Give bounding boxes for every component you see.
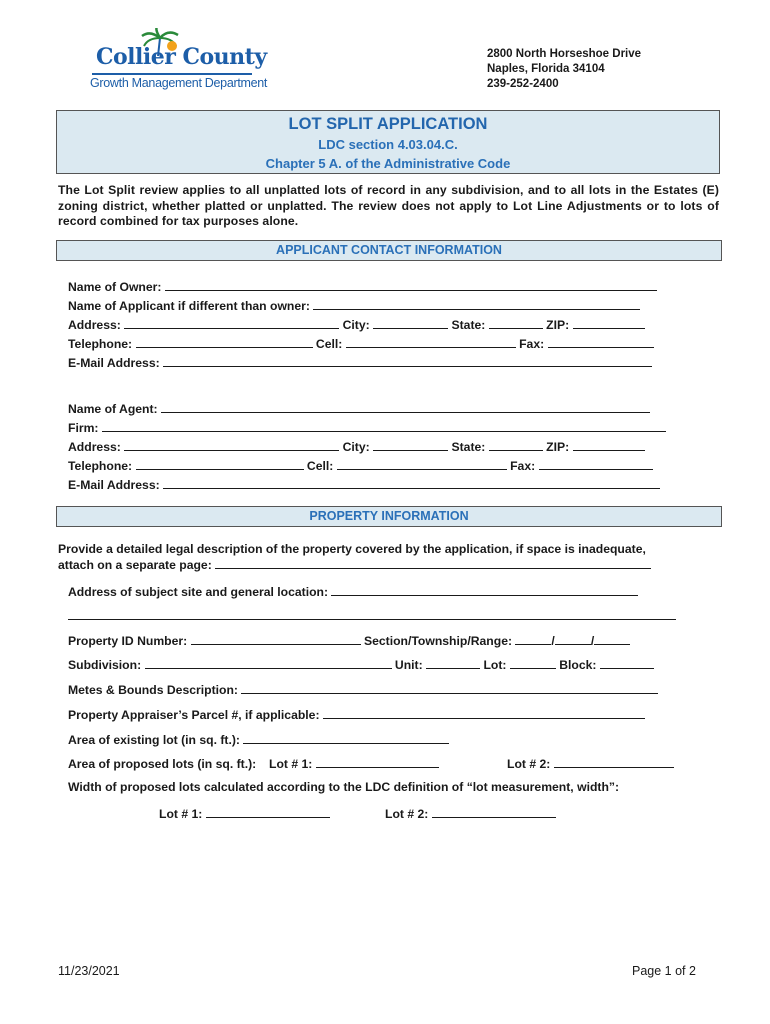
proposed-lot2-input[interactable]	[554, 755, 674, 768]
property-id-input[interactable]	[191, 632, 361, 645]
agent-fax-label: Fax:	[510, 459, 536, 473]
applicant-address-input[interactable]	[124, 316, 339, 329]
agent-phone-row	[68, 457, 653, 474]
agent-address-input[interactable]	[124, 438, 339, 451]
firm-label: Firm:	[68, 421, 99, 435]
block-label: Block:	[559, 658, 597, 672]
metes-label: Metes & Bounds Description:	[68, 683, 238, 697]
agent-telephone-label: Telephone:	[68, 459, 133, 473]
agent-fax-input[interactable]	[539, 457, 653, 470]
title-box	[56, 110, 720, 174]
applicant-city-input[interactable]	[373, 316, 448, 329]
page-title: LOT SPLIT APPLICATION	[288, 115, 488, 133]
range-input[interactable]	[594, 632, 630, 645]
width-lot2-input[interactable]	[432, 805, 556, 818]
lot-label: Lot:	[483, 658, 507, 672]
block-input[interactable]	[600, 656, 654, 669]
width-lot1-label: Lot # 1:	[159, 807, 203, 821]
applicant-zip-input[interactable]	[573, 316, 645, 329]
agent-cell-label: Cell:	[306, 459, 334, 473]
section-input[interactable]	[515, 632, 551, 645]
proposed-lot1-label: Lot # 1:	[269, 757, 313, 771]
firm-input[interactable]	[102, 419, 666, 432]
telephone-label: Telephone:	[68, 337, 133, 351]
width-lot2-group	[385, 805, 556, 822]
applicant-address-row	[68, 316, 645, 333]
agent-telephone-input[interactable]	[136, 457, 304, 470]
legal-description-input[interactable]	[215, 556, 651, 569]
address-line-1: 2800 North Horseshoe Drive	[487, 48, 642, 60]
applicant-input[interactable]	[313, 297, 640, 310]
owner-input[interactable]	[165, 278, 657, 291]
applicant-email-row	[68, 354, 652, 371]
parcel-input[interactable]	[323, 706, 645, 719]
owner-row	[68, 278, 657, 295]
metes-input[interactable]	[241, 681, 658, 694]
proposed-area-row	[68, 755, 439, 772]
width-lot1-group	[159, 805, 330, 822]
site-address-label: Address of subject site and general location:	[68, 585, 329, 599]
site-address-input-2[interactable]	[68, 607, 676, 620]
agent-state-input[interactable]	[489, 438, 543, 451]
parcel-row	[68, 706, 645, 723]
agent-city-input[interactable]	[373, 438, 448, 451]
applicant-phone-row	[68, 335, 654, 352]
property-id-label: Property ID Number:	[68, 634, 188, 648]
parcel-label: Property Appraiser’s Parcel #, if applicable:	[68, 708, 320, 722]
township-input[interactable]	[555, 632, 591, 645]
fax-label: Fax:	[519, 337, 545, 351]
legal-desc-line-1: Provide a detailed legal description of the property covered by the application, if space is inadequate,	[58, 542, 646, 556]
email-label: E-Mail Address:	[68, 356, 160, 370]
agent-email-label: E-Mail Address:	[68, 478, 160, 492]
metes-row	[68, 681, 658, 698]
logo-rule	[92, 73, 252, 75]
str-separator-2: /	[590, 634, 595, 648]
agent-city-label: City:	[342, 440, 370, 454]
agent-state-label: State:	[451, 440, 486, 454]
office-phone: 239-252-2400	[487, 78, 559, 90]
agent-label: Name of Agent:	[68, 402, 158, 416]
site-address-input[interactable]	[331, 583, 638, 596]
cell-label: Cell:	[315, 337, 343, 351]
subdivision-input[interactable]	[145, 656, 392, 669]
site-address-row-2	[68, 607, 676, 624]
proposed-area-label: Area of proposed lots (in sq. ft.):	[68, 757, 257, 771]
collier-county-logo	[88, 28, 268, 94]
property-section-heading: PROPERTY INFORMATION	[56, 506, 722, 527]
existing-area-label: Area of existing lot (in sq. ft.):	[68, 733, 240, 747]
agent-zip-label: ZIP:	[546, 440, 570, 454]
agent-input[interactable]	[161, 400, 650, 413]
agent-address-label: Address:	[68, 440, 121, 454]
proposed-lot2-label: Lot # 2:	[507, 757, 551, 771]
proposed-lot1-input[interactable]	[316, 755, 439, 768]
state-label: State:	[451, 318, 486, 332]
str-label: Section/Township/Range:	[363, 634, 513, 648]
zip-label: ZIP:	[546, 318, 570, 332]
agent-address-row	[68, 438, 645, 455]
agent-row	[68, 400, 650, 417]
page-number: Page 1 of 2	[632, 964, 696, 978]
legal-desc-line-2: attach on a separate page:	[58, 558, 212, 572]
width-lot1-input[interactable]	[206, 805, 330, 818]
agent-zip-input[interactable]	[573, 438, 645, 451]
logo-department: Growth Management Department	[90, 76, 268, 90]
agent-email-input[interactable]	[163, 476, 660, 489]
applicant-state-input[interactable]	[489, 316, 543, 329]
city-label: City:	[342, 318, 370, 332]
title-ldc-section: LDC section 4.03.04.C.	[318, 137, 458, 152]
firm-row	[68, 419, 666, 436]
applicant-cell-input[interactable]	[346, 335, 516, 348]
applicant-label: Name of Applicant if different than owner:	[68, 299, 310, 313]
owner-label: Name of Owner:	[68, 280, 162, 294]
width-label: Width of proposed lots calculated according to the LDC definition of “lot measurement, width”:	[68, 780, 620, 794]
legal-desc-row	[58, 556, 651, 573]
subdivision-row	[68, 656, 654, 673]
proposed-lot2-group	[507, 755, 674, 772]
subdivision-label: Subdivision:	[68, 658, 142, 672]
lot-input[interactable]	[510, 656, 556, 669]
applicant-email-input[interactable]	[163, 354, 652, 367]
str-separator-1: /	[551, 634, 555, 648]
applicant-telephone-input[interactable]	[136, 335, 313, 348]
intro-paragraph: The Lot Split review applies to all unplatted lots of record in any subdivision, and to all lots in the Estates (E) zoning district, whether platted or unplatted. The review does not apply to Lot Line Adjustments or to lots of record combined for tax purposes alone.	[58, 183, 719, 228]
unit-input[interactable]	[426, 656, 480, 669]
applicant-row	[68, 297, 640, 314]
agent-email-row	[68, 476, 660, 493]
address-label: Address:	[68, 318, 121, 332]
agent-cell-input[interactable]	[337, 457, 507, 470]
logo-name: Collier County	[96, 44, 267, 70]
address-line-2: Naples, Florida 34104	[487, 63, 605, 75]
width-lot2-label: Lot # 2:	[385, 807, 429, 821]
applicant-fax-input[interactable]	[548, 335, 654, 348]
applicant-section-heading: APPLICANT CONTACT INFORMATION	[56, 240, 722, 261]
property-id-row	[68, 632, 630, 649]
title-admin-code: Chapter 5 A. of the Administrative Code	[265, 156, 511, 171]
existing-area-input[interactable]	[243, 731, 449, 744]
unit-label: Unit:	[394, 658, 423, 672]
footer-date: 11/23/2021	[58, 964, 120, 978]
existing-area-row	[68, 731, 449, 748]
site-address-row	[68, 583, 638, 600]
office-address	[487, 47, 641, 92]
